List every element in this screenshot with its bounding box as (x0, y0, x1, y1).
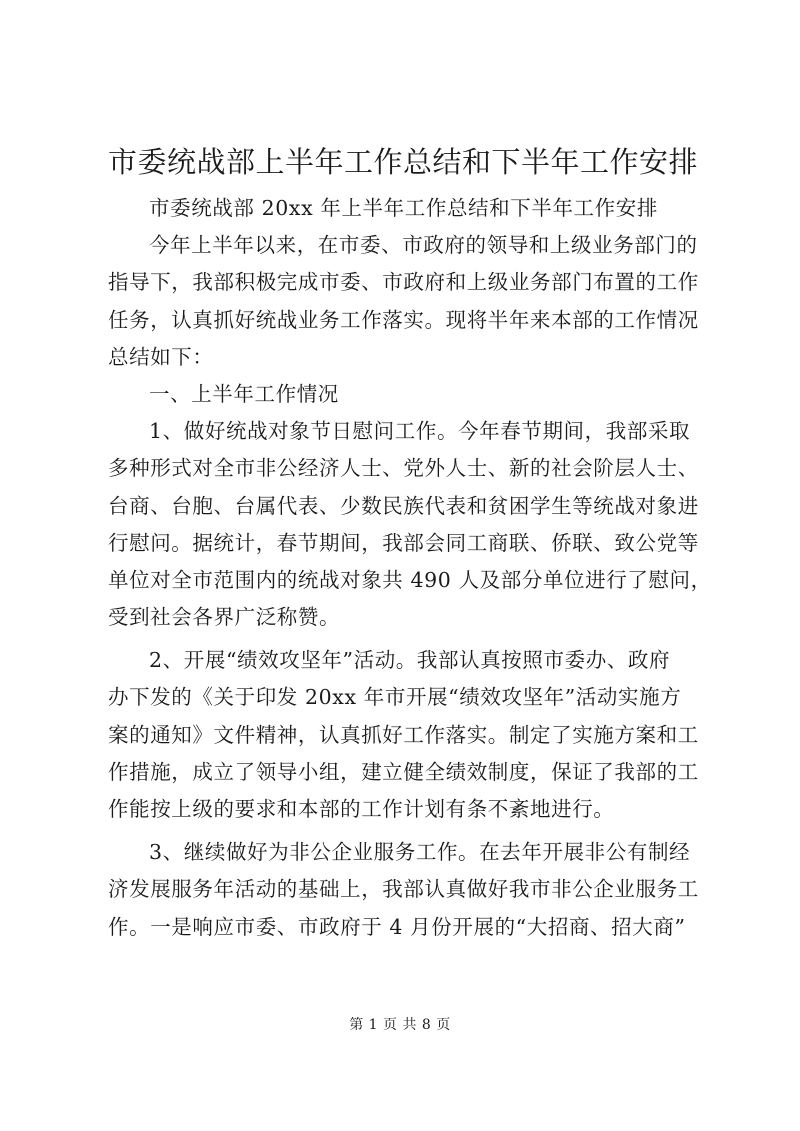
paragraph-line: 指导下，我部积极完成市委、市政府和上级业务部门布置的工作 (108, 270, 699, 295)
document-body (108, 190, 712, 946)
paragraph-line: 办下发的《关于印发 20xx 年市开展“绩效攻坚年”活动实施方 (108, 685, 682, 710)
section-heading: 一、上半年工作情况 (149, 381, 339, 406)
paragraph-line: 单位对全市范围内的统战对象共 490 人及部分单位进行了慰问， (108, 567, 712, 592)
paragraph-line: 受到社会各界广泛称赞。 (108, 605, 341, 630)
paragraph-line: 2、开展“绩效攻坚年”活动。我部认真按照市委办、政府 (149, 648, 671, 673)
subtitle-line: 市委统战部 20xx 年上半年工作总结和下半年工作安排 (149, 196, 658, 220)
paragraph-line: 台商、台胞、台属代表、少数民族代表和贫困学生等统战对象进 (108, 493, 699, 518)
paragraph-line: 3、继续做好为非公企业服务工作。在去年开展非公有制经 (149, 840, 691, 865)
paragraph-line: 1、做好统战对象节日慰问工作。今年春节期间，我部采取 (149, 419, 691, 444)
paragraph-line: 作能按上级的要求和本部的工作计划有条不紊地进行。 (108, 797, 615, 821)
paragraph-line: 行慰问。据统计，春节期间，我部会同工商联、侨联、致公党等 (108, 530, 699, 555)
paragraph-line: 总结如下： (108, 344, 214, 369)
paragraph-line: 多种形式对全市非公经济人士、党外人士、新的社会阶层人士、 (108, 456, 699, 481)
paragraph-line: 作措施，成立了领导小组，建立健全绩效制度，保证了我部的工 (108, 759, 699, 784)
paragraph-line: 今年上半年以来，在市委、市政府的领导和上级业务部门的 (149, 233, 698, 258)
paragraph-line: 作。一是响应市委、市政府于 4 月份开展的“大招商、招大商” (108, 914, 686, 939)
paragraph-line: 济发展服务年活动的基础上，我部认真做好我市非公企业服务工 (108, 877, 699, 902)
page-footer: 第 1 页 共 8 页 (349, 1017, 451, 1033)
paragraph-line: 任务，认真抓好统战业务工作落实。现将半年来本部的工作情况 (108, 307, 699, 332)
paragraph-line: 案的通知》文件精神，认真抓好工作落实。制定了实施方案和工 (108, 722, 699, 747)
document-title: 市委统战部上半年工作总结和下半年工作安排 (108, 145, 699, 179)
